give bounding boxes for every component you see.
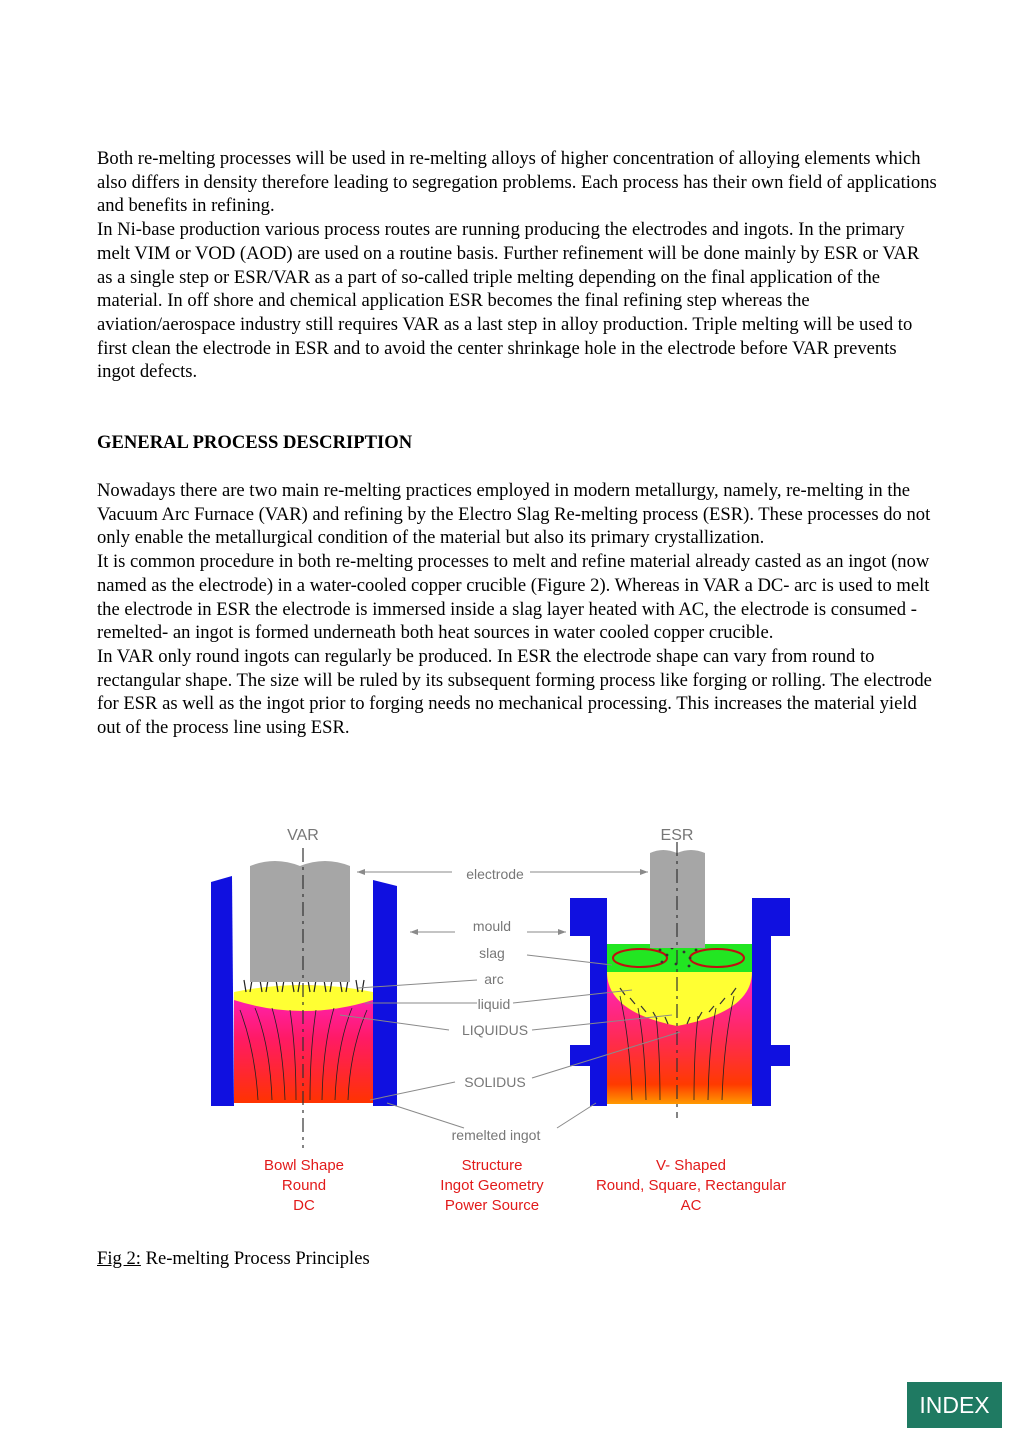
var-mould-right: [373, 880, 397, 1106]
center-caption-line-1: Structure: [461, 1157, 523, 1174]
var-caption-line-3: DC: [293, 1197, 315, 1214]
label-arc: arc: [484, 971, 504, 987]
esr-caption-line-2: Round, Square, Rectangular: [595, 1177, 787, 1194]
label-liquid: liquid: [477, 996, 511, 1012]
var-mould-left: [211, 876, 234, 1106]
esr-caption-line-3: AC: [680, 1197, 702, 1214]
var-caption: [264, 1157, 344, 1214]
section-paragraph-2: It is common procedure in both re-melting processes to melt and refine material already casted as an ingot (now named as the electrode) in a water-cooled copper crucible (Figure 2). Whereas in VAR a DC- arc is used to melt the electrode in ESR the electrode is immersed inside a slag layer heated with AC, the electrode is consumed - remelted- an ingot is formed underneath both heat sources in water cooled copper crucible.: [97, 551, 930, 644]
label-mould: mould: [472, 918, 512, 934]
esr-caption-line-1: V- Shaped: [655, 1157, 727, 1174]
figure-caption-text: Re-melting Process Principles: [140, 1248, 370, 1269]
var-caption-line-2: Round: [281, 1177, 327, 1194]
index-button[interactable]: INDEX: [907, 1382, 1002, 1428]
figure-caption: [97, 1247, 370, 1271]
var-title: VAR: [287, 827, 319, 844]
intro-paragraph-1: Both re-melting processes will be used in re-melting alloys of higher concentration of alloying elements which also differs in density therefore leading to segregation problems. Each process has their own field of applications and benefits in refining.: [97, 148, 937, 217]
esr-mould-left: [570, 898, 607, 1106]
center-caption-line-2: Ingot Geometry: [440, 1177, 544, 1194]
section-paragraph-3: In VAR only round ingots can regularly be produced. In ESR the electrode shape can vary from round to rectangular shape. The size will be ruled by its subsequent forming process like forging or rolling. The electrode for ESR as well as the ingot prior to forging needs no mechanical processing. This increases the material yield out of the process line using ESR.: [97, 645, 932, 739]
esr-title: ESR: [660, 827, 694, 844]
label-solidus: SOLIDUS: [464, 1074, 526, 1090]
var-caption-line-1: Bowl Shape: [263, 1157, 345, 1174]
esr-mould-right: [752, 898, 790, 1106]
center-caption-line-3: Power Source: [444, 1197, 540, 1214]
intro-text: [97, 147, 937, 384]
esr-slag: [607, 944, 752, 972]
remelting-diagram: [200, 815, 820, 1220]
figure-caption-label: Fig 2:: [97, 1248, 141, 1269]
label-electrode: electrode: [466, 866, 524, 882]
intro-paragraph-2: In Ni-base production various process routes are running producing the electrodes and ingots. In the primary melt VIM or VOD (AOD) are used on a routine basis. Further refinement will be done mainly by ESR or VAR as a single step or ESR/VAR as a part of so-called triple melting depending on the final application of the material. In off shore and chemical application ESR becomes the final refining step whereas the aviation/aerospace industry still requires VAR as a last step in alloy production. Triple melting will be used to first clean the electrode in ESR and to avoid the center shrinkage hole in the electrode before VAR prevents ingot defects.: [97, 219, 920, 383]
label-liquidus: LIQUIDUS: [461, 1022, 529, 1038]
section-paragraph-1: Nowadays there are two main re-melting practices employed in modern metallurgy, namely, re-melting in the Vacuum Arc Furnace (VAR) and refining by the Electro Slag Re-melting process (ESR). These processes do not only enable the metallurgical condition of the material but also its primary crystallization.: [97, 480, 931, 549]
center-caption: [440, 1157, 544, 1214]
esr-caption: [596, 1157, 786, 1214]
section-heading: GENERAL PROCESS DESCRIPTION: [97, 432, 413, 453]
section-body: [97, 479, 937, 740]
var-electrode: [250, 861, 350, 982]
label-slag: slag: [479, 945, 505, 961]
label-remelted-ingot: remelted ingot: [451, 1127, 541, 1143]
